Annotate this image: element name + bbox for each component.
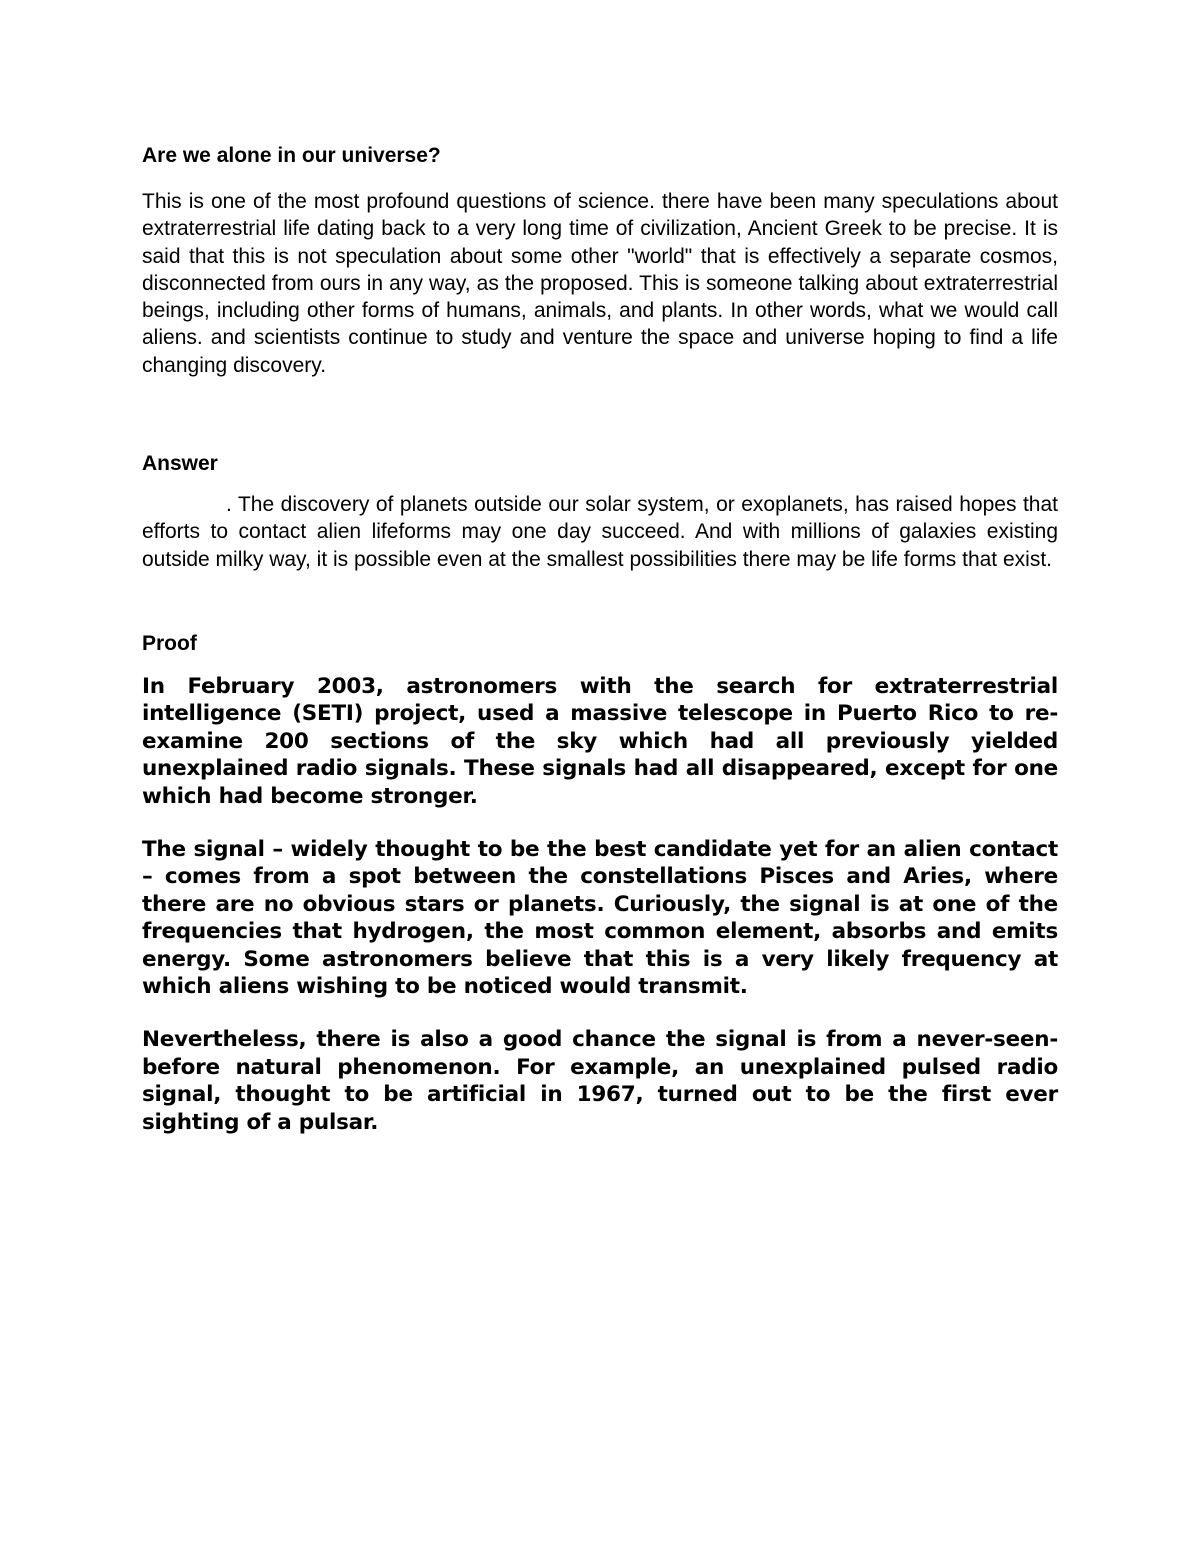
- proof-heading: Proof: [142, 631, 197, 655]
- proof-paragraph: The signal – widely thought to be the best candidate yet for an alien contact – comes from a spot between the constellations Pisces and Aries, where there are no obvious stars or planets. Curiously, the signal is at one of the frequencies that hydrogen, the most common element, absorbs and emits energy. Some astronomers believe that this is a very likely frequency at which aliens wishing to be noticed would transmit.: [142, 837, 1058, 1000]
- proof-paragraph: In February 2003, astronomers with the search for extraterrestrial intelligence (SETI) project, used a massive telescope in Puerto Rico to re-examine 200 sections of the sky which had all previously yielded unexplained radio signals. These signals had all disappeared, except for one which had become stronger.: [142, 673, 1058, 809]
- answer-heading: Answer: [142, 452, 218, 476]
- question-paragraph: This is one of the most profound questions of science. there have been many speculations about extraterrestrial life dating back to a very long time of civilization, Ancient Greek to be precise. It is said that this is not speculation about some other "world" that is effectively a separate cosmos, disconnected from ours in any way, as the proposed. This is someone talking about extraterrestrial beings, including other forms of humans, animals, and plants. In other words, what we would call aliens. and scientists continue to study and venture the space and universe hoping to find a life changing discovery.: [142, 190, 1058, 377]
- answer-paragraph: [142, 491, 1058, 573]
- question-heading: Are we alone in our universe?: [142, 144, 441, 167]
- document-page: [142, 140, 1058, 1136]
- answer-paragraph-text: . The discovery of planets outside our solar system, or exoplanets, has raised hopes that efforts to contact alien lifeforms may one day succeed. And with millions of galaxies existing outside milky way, it is possible even at the smallest possibilities there may be life forms that exist.: [142, 493, 1058, 571]
- proof-paragraph: Nevertheless, there is also a good chance the signal is from a never-seen-before natural phenomenon. For example, an unexplained pulsed radio signal, thought to be artificial in 1967, turned out to be the first ever sighting of a pulsar.: [142, 1027, 1058, 1135]
